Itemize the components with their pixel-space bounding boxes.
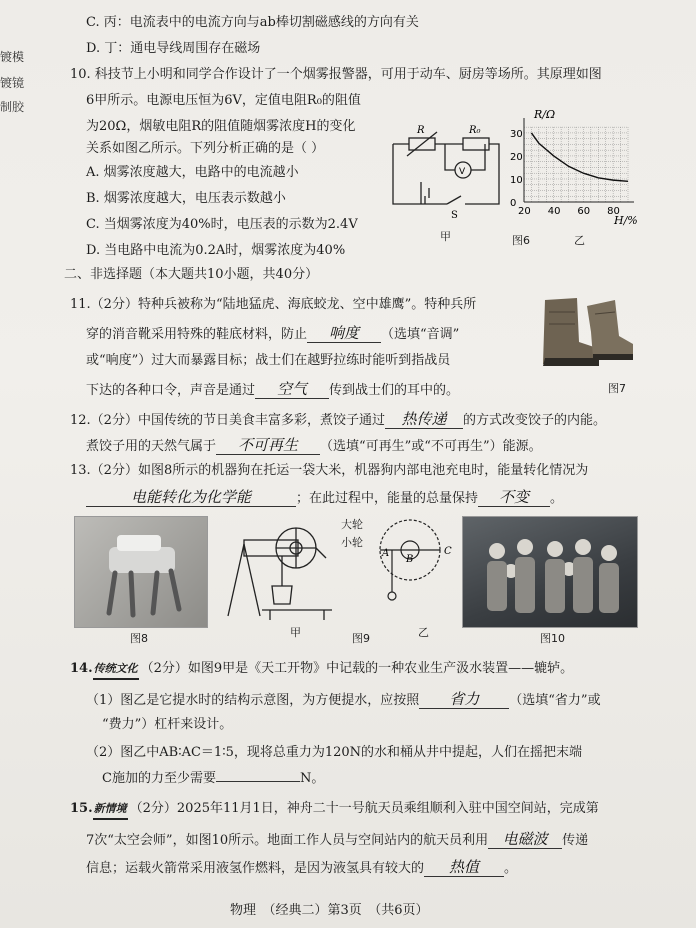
prev-option-d: D. 丁：通电导线周围存在磁场 <box>86 41 261 56</box>
circuit-label-v: V <box>459 167 466 177</box>
q14-sub2-text-b: C施加的力至少需要 <box>102 771 216 786</box>
q11-line-4 <box>86 380 459 400</box>
q10-option-c: C. 当烟雾浓度为40%时，电压表的示数为2.4V <box>86 217 358 232</box>
q15-answer-1: 电磁波 <box>488 830 562 849</box>
q15-text-3a: 信息；运载火箭常采用液氢作燃料，是因为液氢具有较大的 <box>86 861 425 876</box>
q13-answer-2: 不变 <box>478 488 550 507</box>
q12-answer-2: 不可再生 <box>216 436 320 455</box>
fig9-windlass-drawing <box>222 514 342 624</box>
q11-text-4a: 下达的各种口令，声音是通过 <box>86 383 256 398</box>
fig7-caption: 图7 <box>608 382 626 395</box>
q11-text-4b: 传到战士们的耳中的。 <box>329 383 460 398</box>
chart-x-tick-label: 40 <box>547 206 561 217</box>
chart-series-line <box>531 133 628 181</box>
q14-text-1: （2分）如图9甲是《天工开物》中记载的一种农业生产汲水装置——辘轳。 <box>140 661 574 676</box>
q15-badge: 新情境 <box>93 800 128 820</box>
q11-line-3: 或“响度”）过大而暴露目标；战士们在越野拉练时能听到指战员 <box>86 353 451 368</box>
q10-stem-2: 6甲所示。电源电压恒为6V，定值电阻R₀的阻值 <box>86 93 361 108</box>
q13-line-2 <box>86 488 563 508</box>
chart-x-tick-label: 80 <box>607 206 620 217</box>
q14-badge: 传统文化 <box>93 660 139 680</box>
q14-sub2-line-2 <box>102 770 324 788</box>
page-footer: 物理 （经典二）第3页 （共6页） <box>230 903 429 918</box>
q15-text-2a: 7次“太空会师”，如图10所示。地面工作人员与空间站内的航天员利用 <box>86 833 489 848</box>
margin-text-1: 镀模 <box>0 50 25 64</box>
q12-text-1b: 的方式改变饺子的内能。 <box>462 413 606 428</box>
q11-text-2b: （选填“音调” <box>381 327 460 342</box>
fig10-astronauts-photo <box>462 516 638 628</box>
q14-sub2-text-c: N。 <box>299 771 325 786</box>
q11-line-2 <box>86 324 459 344</box>
chart-y-tick-label: 10 <box>510 174 523 186</box>
section-2-heading: 二、非选择题（本大题共10小题，共40分） <box>64 267 319 282</box>
fig8-robot-dog-photo <box>74 516 208 628</box>
circuit-label-r0: R₀ <box>469 125 481 136</box>
q15-line-3 <box>86 858 517 878</box>
fig6-jia-label: 甲 <box>440 230 451 243</box>
q11-answer-1: 响度 <box>307 324 381 343</box>
chart-xlabel: H/% <box>614 214 638 227</box>
fig9-small-wheel-label: 小轮 <box>341 536 363 549</box>
q10-option-b: B. 烟雾浓度越大，电压表示数越小 <box>86 191 286 206</box>
q12-text-1a: 12.（2分）中国传统的节日美食丰富多彩，煮饺子通过 <box>70 413 385 428</box>
prev-option-c: C. 丙：电流表中的电流方向与ab棒切割磁感线的方向有关 <box>86 15 419 30</box>
fig10-caption: 图10 <box>540 632 565 645</box>
fig6-yi-label: 乙 <box>574 234 585 247</box>
q15-text-3b: 。 <box>504 861 518 876</box>
q15-line-1 <box>70 800 599 820</box>
q13-text-2c: 。 <box>550 491 564 506</box>
circuit-diagram <box>385 118 505 228</box>
q10-stem-1: 10. 科技节上小明和同学合作设计了一个烟雾报警器，可用于动车、厨房等场所。其原理如图 <box>70 67 602 82</box>
schematic-point-b: B <box>406 554 414 565</box>
q14-sub1-line-2: “费力”）杠杆来设计。 <box>102 717 233 732</box>
q12-line-1 <box>70 410 606 430</box>
q14-sub1-text-a: （1）图乙是它提水时的结构示意图，为方便提水，应按照 <box>86 693 420 708</box>
fig9-yi-label: 乙 <box>418 626 429 639</box>
circuit-label-s: S <box>451 210 458 221</box>
q12-line-2 <box>86 436 542 456</box>
q11-line-1: 11.（2分）特种兵被称为“陆地猛虎、海底蛟龙、空中雄鹰”。特种兵所 <box>70 297 477 312</box>
q15-text-2b: 传递 <box>562 833 589 848</box>
q14-sub1-text-b: （选填“省力”或 <box>509 693 601 708</box>
q15-number: 15. <box>70 801 93 816</box>
q15-text-1: （2分）2025年11月1日，神舟二十一号航天员乘组顺利入驻中国空间站，完成第 <box>129 801 599 816</box>
circuit-label-r: R <box>417 125 425 136</box>
q14-number: 14. <box>70 661 93 676</box>
q14-answer-2 <box>216 781 300 782</box>
chart-y-tick-label: 30 <box>510 128 523 140</box>
q12-text-2b: （选填“可再生”或“不可再生”）能源。 <box>320 439 542 454</box>
chart-ylabel: R/Ω <box>534 108 556 121</box>
q14-line-1 <box>70 660 573 680</box>
q14-answer-1: 省力 <box>419 690 509 709</box>
q12-answer-1: 热传递 <box>385 410 463 429</box>
fig7-boots-photo <box>535 292 635 372</box>
q15-answer-2: 热值 <box>424 858 504 877</box>
fig9-schematic <box>370 510 456 620</box>
q13-text-2b: ；在此过程中，能量的总量保持 <box>296 491 479 506</box>
fig6-caption: 图6 <box>512 234 530 247</box>
fig9-jia-label: 甲 <box>290 626 301 639</box>
schematic-point-c: C <box>444 546 452 557</box>
q10-option-a: A. 烟雾浓度越大，电路中的电流越小 <box>86 165 299 180</box>
margin-text-3: 制胶 <box>0 100 25 114</box>
q11-answer-2: 空气 <box>255 380 329 399</box>
fig6-resistance-chart <box>506 104 646 234</box>
chart-y-tick-label: 20 <box>510 151 523 163</box>
q10-option-d: D. 当电路中电流为0.2A时，烟雾浓度为40% <box>86 243 346 258</box>
q10-stem-4: 关系如图乙所示。下列分析正确的是（ ） <box>86 141 325 156</box>
q13-answer-1: 电能转化为化学能 <box>86 488 296 507</box>
fig8-caption: 图8 <box>130 632 148 645</box>
chart-x-tick-label: 20 <box>518 206 531 217</box>
fig9-caption: 图9 <box>352 632 370 645</box>
q14-sub2-line-1: （2）图乙中AB∶AC＝1∶5，现将总重力为120N的水和桶从井中提起，人们在摇把末端 <box>86 745 583 760</box>
q12-text-2a: 煮饺子用的天然气属于 <box>86 439 217 454</box>
chart-x-tick-label: 60 <box>577 206 591 217</box>
q11-text-2a: 穿的消音靴采用特殊的鞋底材料，防止 <box>86 327 308 342</box>
chart-y-tick-label: 0 <box>510 198 517 209</box>
q10-stem-3: 为20Ω，烟敏电阻R的阻值随烟雾浓度H的变化 <box>86 119 356 134</box>
schematic-point-a: A <box>382 548 390 559</box>
margin-text-2: 镀镜 <box>0 76 25 90</box>
q15-line-2 <box>86 830 588 850</box>
q13-line-1: 13.（2分）如图8所示的机器狗在托运一袋大米，机器狗内部电池充电时，能量转化情况为 <box>70 463 589 478</box>
q14-sub1-line-1 <box>86 690 601 710</box>
fig9-big-wheel-label: 大轮 <box>341 518 363 531</box>
